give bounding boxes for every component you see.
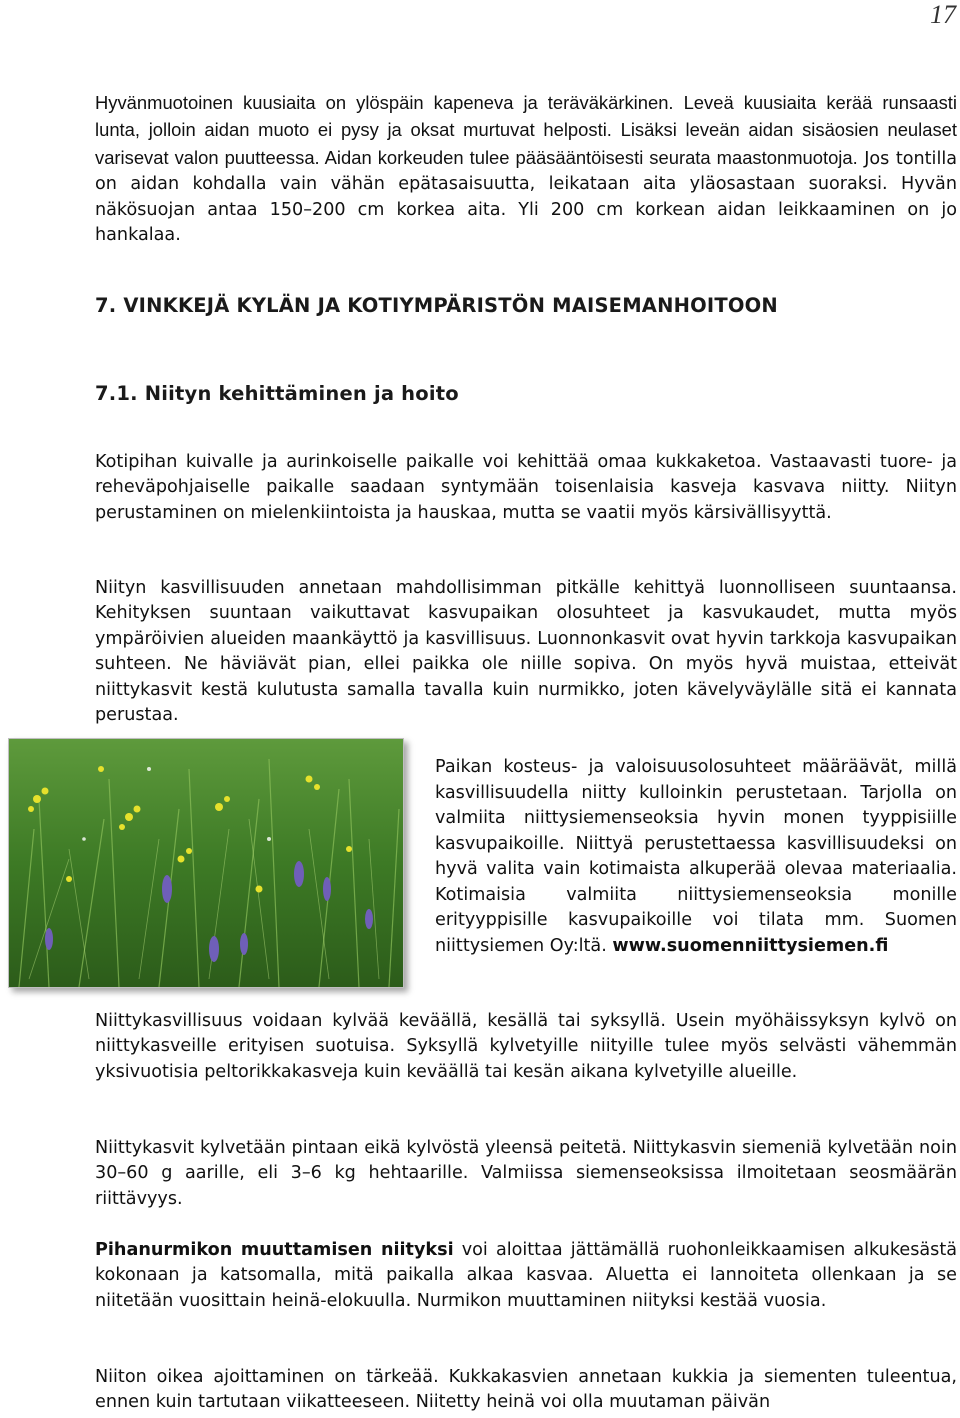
seed-supplier-link[interactable]: www.suomenniittysiemen.fi [612, 935, 889, 956]
lawn-conversion-title: Pihanurmikon muuttamisen niityksi [95, 1240, 454, 1260]
paragraph-seed-mixes [435, 755, 957, 959]
subsection-heading: 7.1. Niityn kehittäminen ja hoito [95, 382, 459, 405]
section-heading: 7. VINKKEJÄ KYLÄN JA KOTIYMPÄRISTÖN MAISEMANHOITOON [95, 294, 778, 317]
seed-mixes-text: Paikan kosteus- ja valoisuusolosuhteet määräävät, millä kasvillisuudella niitty kulloinkin perustetaan. Tarjolla on valmiita niittysiemenseoksia hyvin monen tyyppisiille kasvupaikoille. Niittyä perustettaessa kasvillisuudeksi on hyvä valita vain kotimaista alkuperää olevaa materiaalia. Kotimaisia valmiita niittysiemenseoksia monille erityyppisille kasvupaikoille voi tilata mm. Suomen niittysiemen Oy:ltä. [435, 757, 957, 956]
intro-paragraph-part2: Jos tontilla on aidan kohdalla vain vähän epätasaisuutta, leikataan aita yläosastaan suoraksi. Hyvän näkösuojan antaa 150–200 cm korkea aita. Yli 200 cm korkean aidan leikkaaminen on jo hankalaa. [95, 148, 957, 246]
intro-paragraph [95, 90, 957, 248]
page-number: 17 [930, 0, 956, 29]
paragraph-lawn-conversion [95, 1238, 957, 1314]
meadow-photo [8, 738, 404, 988]
paragraph-meadow-vegetation: Niityn kasvillisuuden annetaan mahdollisimman pitkälle kehittyä luonnolliseen suuntaansa. Kehityksen suuntaan vaikuttavat kasvupaikan olosuhteet ja kasvukaudet, mutta myös ympäröivien alueiden maankäyttö ja kasvillisuus. Luonnonkasvit ovat hyvin tarkkoja kasvupaikan suhteen. Ne häviävät pian, ellei paikka ole niille sopiva. On myös hyvä muistaa, etteivät niittykasvit kestä kulutusta samalla tavalla kuin nurmikko, joten kävelyväylälle sitä ei kannata perustaa. [95, 578, 957, 726]
paragraph-sowing-amount: Niittykasvit kylvetään pintaan eikä kylvöstä yleensä peitetä. Niittykasvin siemeniä kylvetään noin 30–60 g aarille, eli 3–6 kg hehtaarille. Valmiissa siemenseoksissa ilmoitetaan seosmäärän riittävyys. [95, 1138, 957, 1209]
paragraph-mowing-timing: Niiton oikea ajoittaminen on tärkeää. Kukkakasvien annetaan kukkia ja siementen tuleentua, ennen kuin tartutaan viikatteeseen. Niitetty heinä voi olla muutaman päivän [95, 1367, 957, 1413]
paragraph-meadow-intro: Kotipihan kuivalle ja aurinkoiselle paikalle voi kehittää omaa kukkaketoa. Vastaavasti tuore- ja reheväpohjaiselle paikalle saadaan syntymään toisenlaisia kasveja kasvava niitty. Niityn perustaminen on mielenkiintoista ja hauskaa, mutta se vaatii myös kärsivällisyyttä. [95, 452, 957, 523]
intro-paragraph-part1: Hyvänmuotoinen kuusiaita on ylöspäin kapeneva ja teräväkärkinen. Leveä kuusiaita kerää runsaasti lunta, jolloin aidan muoto ei pysy ja oksat murtuvat helposti. Lisäksi leveän aidan sisäosien neulaset varisevat valon puutteessa. Aidan korkeuden tulee pääsääntöisesti seurata maastonmuotoja. [95, 92, 957, 168]
paragraph-sowing-time: Niittykasvillisuus voidaan kylvää keväällä, kesällä tai syksyllä. Usein myöhäissyksyn kylvö on niittykasveille erityisen suotuisa. Syksyllä kylvetyille niityille tulee myös selvästi vähemmän yksivuotisia peltorikkakasveja kuin keväällä tai kesän aikana kylvetyille alueille. [95, 1011, 957, 1082]
lawn-conversion-text: voi aloittaa jättämällä ruohonleikkaamisen alkukesästä kokonaan ja katsomalla, mitä paikalla alkaa kasvaa. Aluetta ei lannoiteta ollenkaan ja se niitetään vuosittain heinä-elokuulla. Nurmikon muuttaminen niityksi kestää vuosia. [95, 1240, 957, 1311]
meadow-photo-image [9, 739, 403, 987]
